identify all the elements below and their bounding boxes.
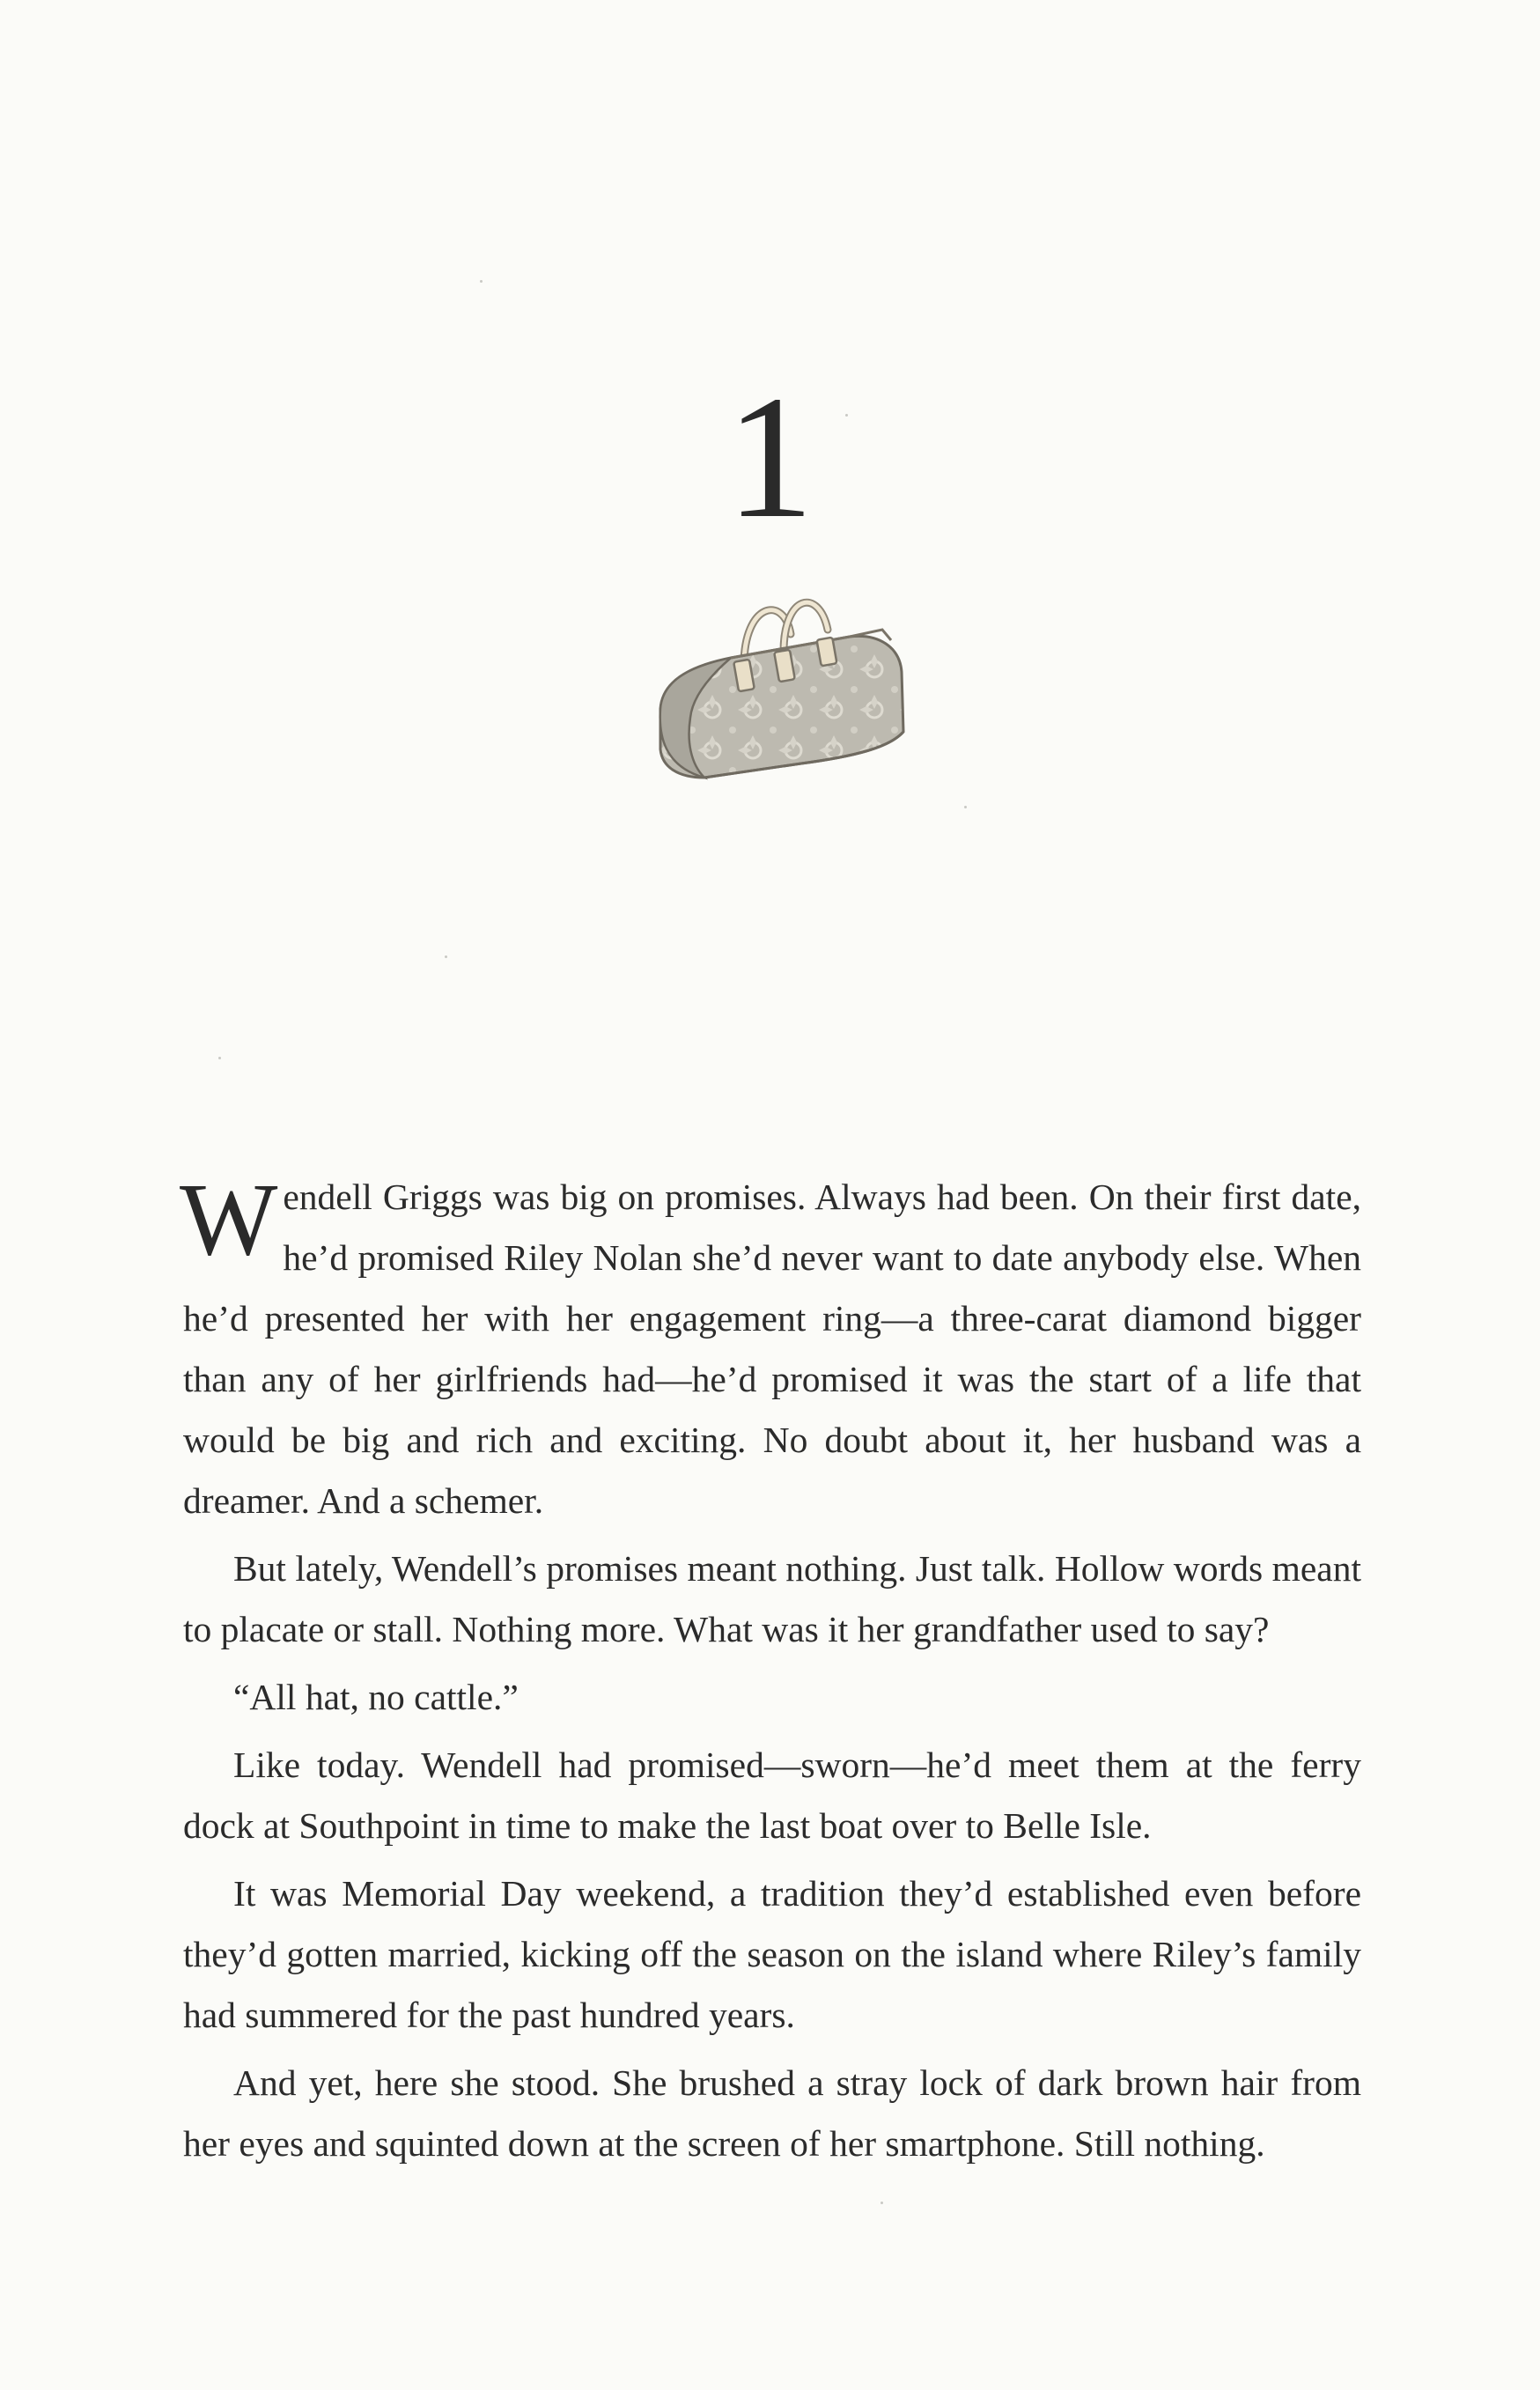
- paragraph: Like today. Wendell had promised—sworn—he’d meet them at the ferry dock at Southpoint in time to make the last boat over to Belle Isle.: [183, 1745, 1361, 1846]
- paragraph: But lately, Wendell’s promises meant nothing. Just talk. Hollow words meant to placate or stall. Nothing more. What was it her grandfather used to say?: [183, 1548, 1361, 1649]
- drop-cap-letter: W: [180, 1162, 278, 1277]
- paragraph: “All hat, no cattle.”: [233, 1677, 519, 1717]
- paper-speck: [881, 2202, 883, 2204]
- paper-speck: [480, 280, 483, 283]
- chapter-number: 1: [726, 360, 814, 555]
- paragraph: And yet, here she stood. She brushed a stray lock of dark brown hair from her eyes and squinted down at the screen of her smartphone. Still nothing.: [183, 2062, 1361, 2164]
- chapter-text: [180, 1162, 1361, 2174]
- paper-speck: [218, 1057, 221, 1059]
- duffel-handbag-icon: [652, 568, 907, 797]
- paper-speck: [964, 806, 967, 808]
- paper-speck: [445, 955, 447, 958]
- paragraph: It was Memorial Day weekend, a tradition they’d established even before they’d gotten married, kicking off the season on the island where Riley’s family had summered for the past hundred years.: [183, 1873, 1361, 2035]
- paragraph-text: endell Griggs was big on promises. Always had been. On their first date, he’d promised Riley Nolan she’d never want to date anybody else. When he’d presented her with her engagement ring—a three-carat diamond bigger than any of her girlfriends had—he’d promised it was the start of a life that would be big and rich and exciting. No doubt about it, her husband was a dreamer. And a schemer.: [183, 1177, 1361, 1521]
- opening-paragraph: [180, 1162, 1361, 1531]
- paper-speck: [845, 414, 848, 417]
